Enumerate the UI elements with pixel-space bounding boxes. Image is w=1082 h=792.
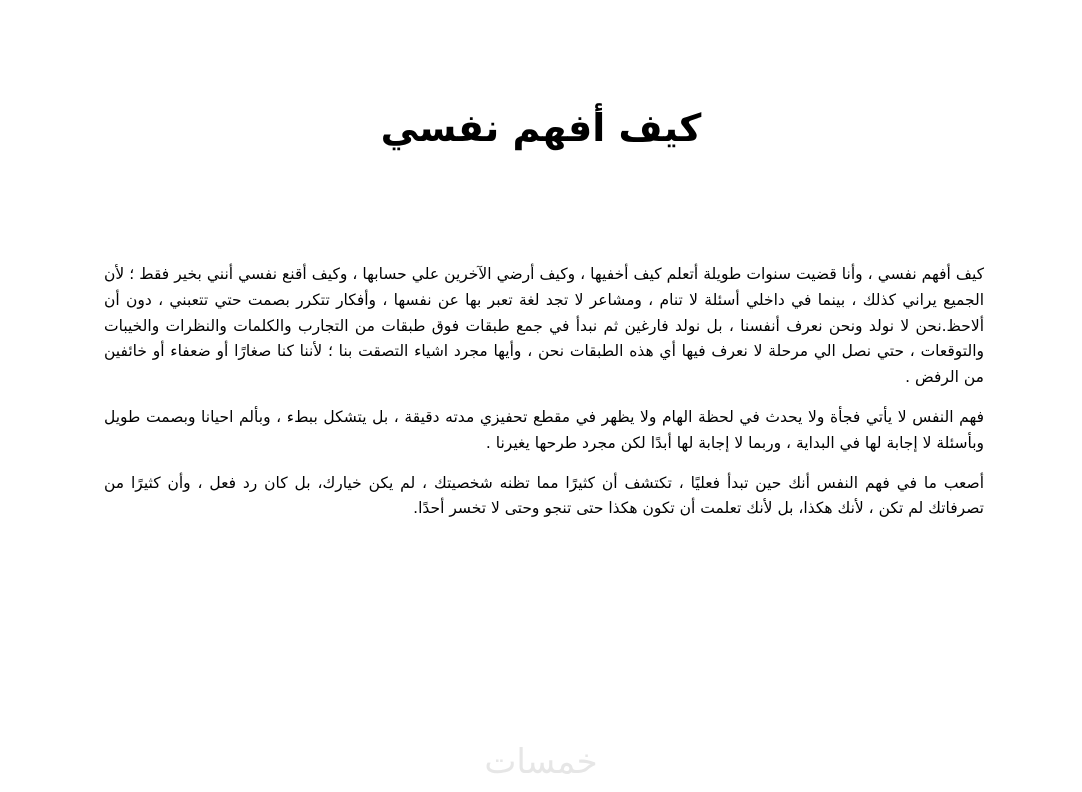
paragraph-2: فهم النفس لا يأتي فجأة ولا يحدث في لحظة الهام ولا يظهر في مقطع تحفيزي مدته دقيقة ، بل يتشكل ببطء ، وبألم احيانا وبصمت طويل وبأسئلة لا إجابة لها في البداية ، وربما لا إجابة لها أبدًا لكن مجرد طرحها يغيرنا . <box>104 407 984 452</box>
page-title: كيف أفهم نفسي <box>380 106 702 150</box>
paragraph-1: كيف أفهم نفسي ، وأنا قضيت سنوات طويلة أتعلم كيف أخفيها ، وكيف أرضي الآخرين علي حسابها ، وكيف أقنع نفسي أنني بخير فقط ؛ لأن الجميع يراني كذلك ، بينما في داخلي أسئلة لا تنام ، ومشاعر لا تجد لغة تعبر بها عن نفسها ، وأفكار تتكرر بصمت حتي تتعبني ، دون أن ألاحظ.نحن لا نولد ونحن نعرف أنفسنا ، بل نولد فارغين ثم نبدأ في جمع طبقات فوق طبقات من التجارب والكلمات والنظرات والخيبات والتوقعات ، حتي نصل الي مرحلة لا نعرف فيها أي هذه الطبقات نحن ، وأيها مجرد اشياء التصقت بنا ؛ لأننا كنا صغارًا أو ضعفاء أو خائفين من الرفض . <box>104 265 984 387</box>
paragraph-3: أصعب ما في فهم النفس أنك حين تبدأ فعليًا ، تكتشف أن كثيرًا مما تظنه شخصيتك ، لم يكن خيارك، بل كان رد فعل ، وأن كثيرًا من تصرفاتك لم تكن ، لأنك هكذا، بل لأنك تعلمت أن تكون هكذا حتى تنجو وحتى لا تخسر أحدًا. <box>104 473 984 518</box>
watermark-logo: خمسات <box>484 742 598 782</box>
article-body <box>104 262 984 536</box>
